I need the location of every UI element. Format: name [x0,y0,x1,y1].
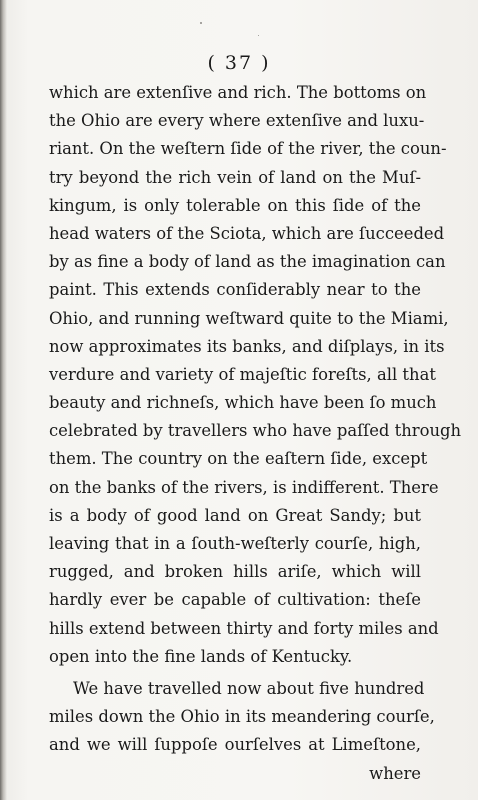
text-line: rugged, and broken hills ariſe, which will [49,562,421,582]
text-line: riant. On the weſtern ſide of the river, the coun- [49,139,447,159]
paper-speck [200,22,202,24]
text-line: verdure and variety of majeſtic foreſts, all that [49,364,436,384]
text-line: celebrated by travellers who have paſſed through [49,421,462,441]
text-line: try beyond the rich vein of land on the Muſ- [49,167,421,187]
text-line: kingum, is only tolerable on this ſide of the [49,195,421,215]
text-line: head waters of the Sciota, which are ſucceeded [49,223,445,243]
text-line: paint. This extends conſiderably near to the [49,280,421,300]
text-line: We have travelled now about five hundred [73,678,425,698]
text-line: which are extenſive and rich. The bottoms on [49,83,427,102]
text-line: and we will ſuppoſe ourſelves at Limeſtone, [49,735,421,755]
text-line: leaving that in a ſouth-weſterly courſe, high, [49,534,421,553]
paper-speck [258,35,259,36]
text-line: beauty and richneſs, which have been ſo much [49,393,437,413]
page-number: ( 37 ) [207,52,271,74]
text-line: hills extend between thirty and forty miles and [49,618,439,638]
text-line: Ohio, and running weſtward quite to the Miami, [49,308,449,328]
text-line: the Ohio are every where extenſive and luxu- [49,111,425,131]
catchword: where [369,763,421,783]
text-line: them. The country on the eaſtern ſide, except [49,449,428,469]
text-line: on the banks of the rivers, is indifferent. There [49,477,439,497]
text-line: now approximates its banks, and diſplays, in its [49,336,445,356]
binding-shadow [0,0,7,800]
text-line: miles down the Ohio in its meandering courſe, [49,707,435,727]
text-line: open into the fine lands of Kentucky. [49,646,353,666]
text-line: by as fine a body of land as the imagination can [49,252,446,272]
body-text [49,79,462,788]
text-line: is a body of good land on Great Sandy; but [49,505,421,525]
text-line: hardly ever be capable of cultivation: theſe [49,590,421,610]
